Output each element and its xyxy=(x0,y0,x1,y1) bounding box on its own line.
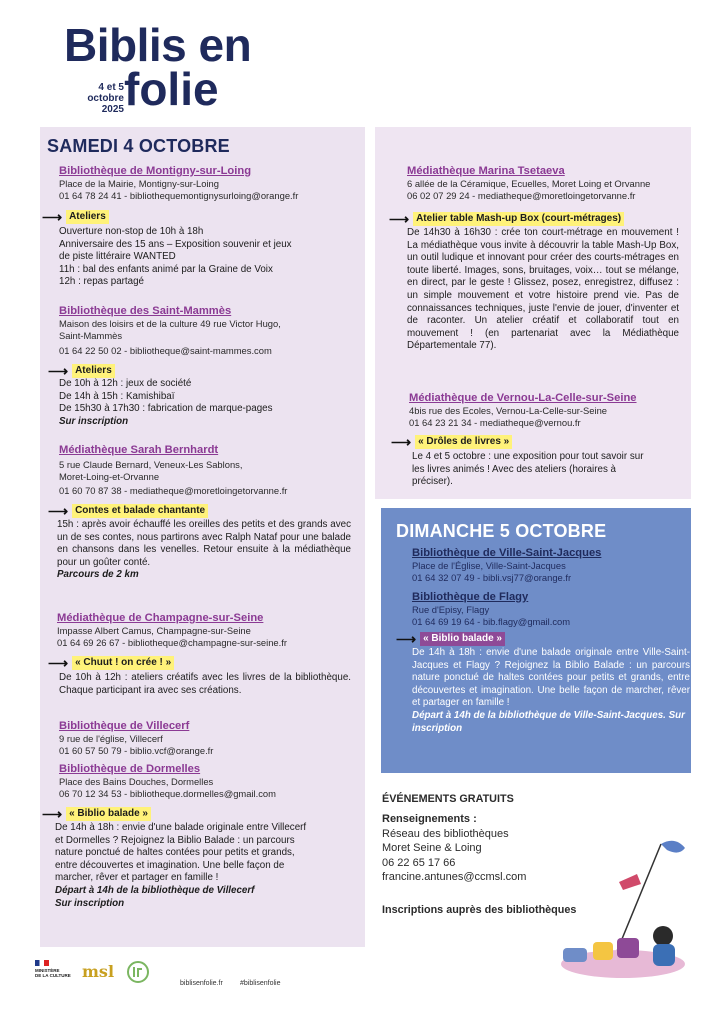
library-bernhardt xyxy=(59,443,359,497)
event-label-row xyxy=(389,212,624,226)
library-marina xyxy=(407,164,691,202)
library-address: 9 rue de l'église, Villecerf xyxy=(59,733,163,744)
library-address: Moret-Loing-et-Orvanne xyxy=(59,471,160,482)
dates-line2: octobre 2025 xyxy=(87,93,124,115)
library-contact: 01 64 78 24 41 - bibliothequemontignysurloing@orange.fr xyxy=(59,190,299,201)
event-text: Le 4 et 5 octobre : une exposition pour tout savoir sur les livres animés ! Avec des ateliers (horaires à préciser). xyxy=(412,451,644,488)
arrow-right-icon: ⟶ xyxy=(391,434,412,450)
ministry-logo xyxy=(35,960,71,978)
contact-info xyxy=(382,812,526,885)
reader-head-icon xyxy=(653,926,673,946)
event-label-row xyxy=(48,656,174,670)
inscriptions-note: Inscriptions auprès des bibliothèques xyxy=(382,904,577,916)
saturday-heading: SAMEDI 4 OCTOBRE xyxy=(47,136,230,156)
sunday-heading: DIMANCHE 5 OCTOBRE xyxy=(396,521,607,541)
arrow-right-icon: ⟶ xyxy=(48,655,69,671)
free-events-label: ÉVÉNEMENTS GRATUITS xyxy=(382,793,514,805)
event-note: Parcours de 2 km xyxy=(57,569,139,581)
event-label-row xyxy=(42,807,151,821)
ministry-line: DE LA CULTURE xyxy=(35,973,71,978)
library-address: Maison des loisirs et de la culture 49 rue Victor Hugo, xyxy=(59,318,281,329)
site-link[interactable]: biblisenfolie.fr xyxy=(180,980,223,987)
library-contact: 06 70 12 34 53 - bibliotheque.dormelles@gmail.com xyxy=(59,788,276,799)
event-label-row xyxy=(42,210,109,224)
library-name[interactable]: Bibliothèque de Dormelles xyxy=(59,763,201,775)
contact-label: Renseignements : xyxy=(382,813,477,825)
event-line: De 15h30 à 17h30 : fabrication de marque-pages xyxy=(59,403,273,415)
library-name[interactable]: Bibliothèque des Saint-Mammès xyxy=(59,305,232,317)
event-label: « Drôles de livres » xyxy=(415,435,512,449)
event-note: Sur inscription xyxy=(59,415,129,427)
library-contact: 01 64 69 26 67 - bibliotheque@champagne-sur-seine.fr xyxy=(57,637,287,648)
event-line: De 10h à 12h : jeux de société xyxy=(59,378,192,389)
page-title-line2: folie xyxy=(124,63,219,115)
reading-illustration xyxy=(553,826,693,986)
event-text: De 14h à 18h : envie d'une balade originale entre Villecerf et Dormelles ? Rejoignez la Biblio Balade : un parcours nature ponctué de haltes contées pour petits et grands, entre découvertes et imagination. Une belle façon de marcher, rêver et partager en famille ! xyxy=(55,822,307,884)
library-address: Place des Bains Douches, Dormelles xyxy=(59,776,214,787)
library-villecerf xyxy=(59,719,359,757)
library-saint-mammes xyxy=(59,304,359,357)
arrow-right-icon: ⟶ xyxy=(396,631,417,647)
event-line: Anniversaire des 15 ans – Exposition souvenir et jeux xyxy=(59,238,292,250)
event-line: De 14h à 15h : Kamishibaï xyxy=(59,390,175,402)
library-name[interactable]: Bibliothèque de Montigny-sur-Loing xyxy=(59,165,252,177)
event-label: « Chuut ! on crée ! » xyxy=(72,656,174,670)
library-name[interactable]: Médiathèque Sarah Bernhardt xyxy=(59,444,219,456)
ministry-line: MINISTÈRE xyxy=(35,968,60,973)
event-note: Sur inscription xyxy=(55,897,125,909)
library-contact: 01 60 70 87 38 - mediatheque@moretloingetorvanne.fr xyxy=(59,485,288,496)
library-address: 5 rue Claude Bernard, Veneux-Les Sablons, xyxy=(59,459,243,470)
event-text: De 14h30 à 16h30 : crée ton court-métrage en mouvement ! La médiathèque vous invite à découvrir la table Mash-Up Box, un outil ludique et innovant pour créer des courts-métrages en toute liberté. Images, sons, bruitages, voix… tout se mélange, en direct, par le geste ! Glissez, posez, enregistrez, diffusez : un simple mouvement et votre histoire prend vie. Pas de connaissances techniques, juste l'envie de jouer, d'inventer et de raconter. Un atelier créatif et collaboratif tout en mouvement ! (en partenariat avec la Médiathèque Départementale 77). xyxy=(407,227,679,352)
event-label: « Biblio balade » xyxy=(66,807,151,821)
arrow-right-icon: ⟶ xyxy=(48,363,69,379)
event-description xyxy=(412,647,690,735)
library-ville-saint-jacques xyxy=(412,546,686,584)
hashtag: #biblisenfolie xyxy=(240,980,281,987)
partner-logo xyxy=(126,960,150,989)
book-stack-icon xyxy=(617,938,639,958)
event-note: Départ à 14h de la bibliothèque de Villecerf xyxy=(55,884,255,896)
event-dates xyxy=(70,82,124,115)
event-label: Contes et balade chantante xyxy=(72,504,208,518)
arrow-right-icon: ⟶ xyxy=(42,806,63,822)
library-address: Rue d'Episy, Flagy xyxy=(412,604,490,615)
library-address: 6 allée de la Céramique, Ecuelles, Moret Loing et Orvanne xyxy=(407,178,651,189)
library-contact: 01 64 69 19 64 - bib.flagy@gmail.com xyxy=(412,616,571,627)
library-contact: 01 60 57 50 79 - biblio.vcf@orange.fr xyxy=(59,745,214,756)
library-dormelles xyxy=(59,762,359,800)
library-champagne xyxy=(57,611,357,649)
event-label-row xyxy=(396,632,505,646)
library-address: 4bis rue des Ecoles, Vernou-La-Celle-sur-Seine xyxy=(409,405,608,416)
library-contact: 01 64 32 07 49 - bibli.vsj77@orange.fr xyxy=(412,572,572,583)
event-label: Ateliers xyxy=(66,210,109,224)
event-label: Ateliers xyxy=(72,364,115,378)
event-line: Ouverture non-stop de 10h à 18h xyxy=(59,226,204,237)
contact-phone[interactable]: 06 22 65 17 66 xyxy=(382,856,456,869)
event-label-row xyxy=(391,435,512,449)
arrow-right-icon: ⟶ xyxy=(389,211,410,227)
library-name[interactable]: Médiathèque de Champagne-sur-Seine xyxy=(57,612,264,624)
event-description xyxy=(59,378,359,428)
library-flagy xyxy=(412,590,686,628)
event-description xyxy=(59,226,359,289)
event-line: 11h : bal des enfants animé par la Graine de Voix xyxy=(59,263,273,275)
flag-icon xyxy=(619,874,641,890)
library-address: Place de l'Église, Ville-Saint-Jacques xyxy=(412,560,566,571)
event-text: De 10h à 12h : ateliers créatifs avec les livres de la bibliothèque. Chaque participant ira avec ses créations. xyxy=(59,672,351,696)
event-label: « Biblio balade » xyxy=(420,632,505,646)
library-contact: 06 02 07 29 24 - mediatheque@moretloingetorvanne.fr xyxy=(407,190,636,201)
event-label-row xyxy=(48,504,208,518)
book-stack-icon xyxy=(563,948,587,962)
contact-email[interactable]: francine.antunes@ccmsl.com xyxy=(382,871,527,883)
library-name[interactable]: Médiathèque de Vernou-La-Celle-sur-Seine xyxy=(409,392,637,404)
library-montigny xyxy=(59,164,359,202)
contact-line: Réseau des bibliothèques xyxy=(382,827,509,840)
leaf-logo-icon xyxy=(126,960,150,984)
event-description xyxy=(59,672,351,697)
arrow-right-icon: ⟶ xyxy=(48,503,69,519)
event-line: 12h : repas partagé xyxy=(59,276,144,288)
reader-body-icon xyxy=(653,944,675,966)
library-contact: 01 64 22 50 02 - bibliotheque@saint-mammes.com xyxy=(59,345,272,356)
contact-line: Moret Seine & Loing xyxy=(382,842,482,854)
msl-logo: msl xyxy=(82,962,115,981)
flag-icon xyxy=(35,960,49,966)
library-name[interactable]: Bibliothèque de Ville-Saint-Jacques xyxy=(412,547,602,559)
library-name[interactable]: Médiathèque Marina Tsetaeva xyxy=(407,165,565,177)
library-address: Place de la Mairie, Montigny-sur-Loing xyxy=(59,178,219,189)
page-title-line1: Biblis en xyxy=(64,19,252,71)
dates-line1: 4 et 5 xyxy=(98,82,124,93)
bird-icon xyxy=(661,841,685,853)
book-stack-icon xyxy=(593,942,613,960)
event-description xyxy=(57,519,351,582)
library-address: Saint-Mammès xyxy=(59,330,123,341)
event-label: Atelier table Mash-up Box (court-métrages) xyxy=(413,212,624,226)
event-line: de piste littéraire WANTED xyxy=(59,251,176,263)
library-address: Impasse Albert Camus, Champagne-sur-Seine xyxy=(57,625,251,636)
arrow-right-icon: ⟶ xyxy=(42,209,63,225)
library-name[interactable]: Bibliothèque de Flagy xyxy=(412,591,529,603)
library-vernou xyxy=(409,391,691,429)
library-name[interactable]: Bibliothèque de Villecerf xyxy=(59,720,190,732)
library-contact: 01 64 23 21 34 - mediatheque@vernou.fr xyxy=(409,417,581,428)
event-description xyxy=(407,227,679,353)
event-description xyxy=(55,822,315,910)
event-label-row xyxy=(48,364,115,378)
event-text: 15h : après avoir échauffé les oreilles des petits et des grands avec un de ses contes, nous partirons avec Ralph Nataf pour une balade en chansons dans les venelles. Retour ensuite à la médiathèque pour un goûter conté. xyxy=(57,519,351,568)
event-description xyxy=(412,451,657,489)
event-text: De 14h à 18h : envie d'une balade originale entre Ville-Saint-Jacques et Flagy ? Rejoignez la Biblio Balade : un parcours nature ponctué de haltes contées pour petits et grands, entre découvertes et imagination. Une belle façon de marcher, rêver et partager en famille ! xyxy=(412,647,690,709)
event-note: Départ à 14h de la bibliothèque de Ville-Saint-Jacques. Sur inscription xyxy=(412,709,685,734)
